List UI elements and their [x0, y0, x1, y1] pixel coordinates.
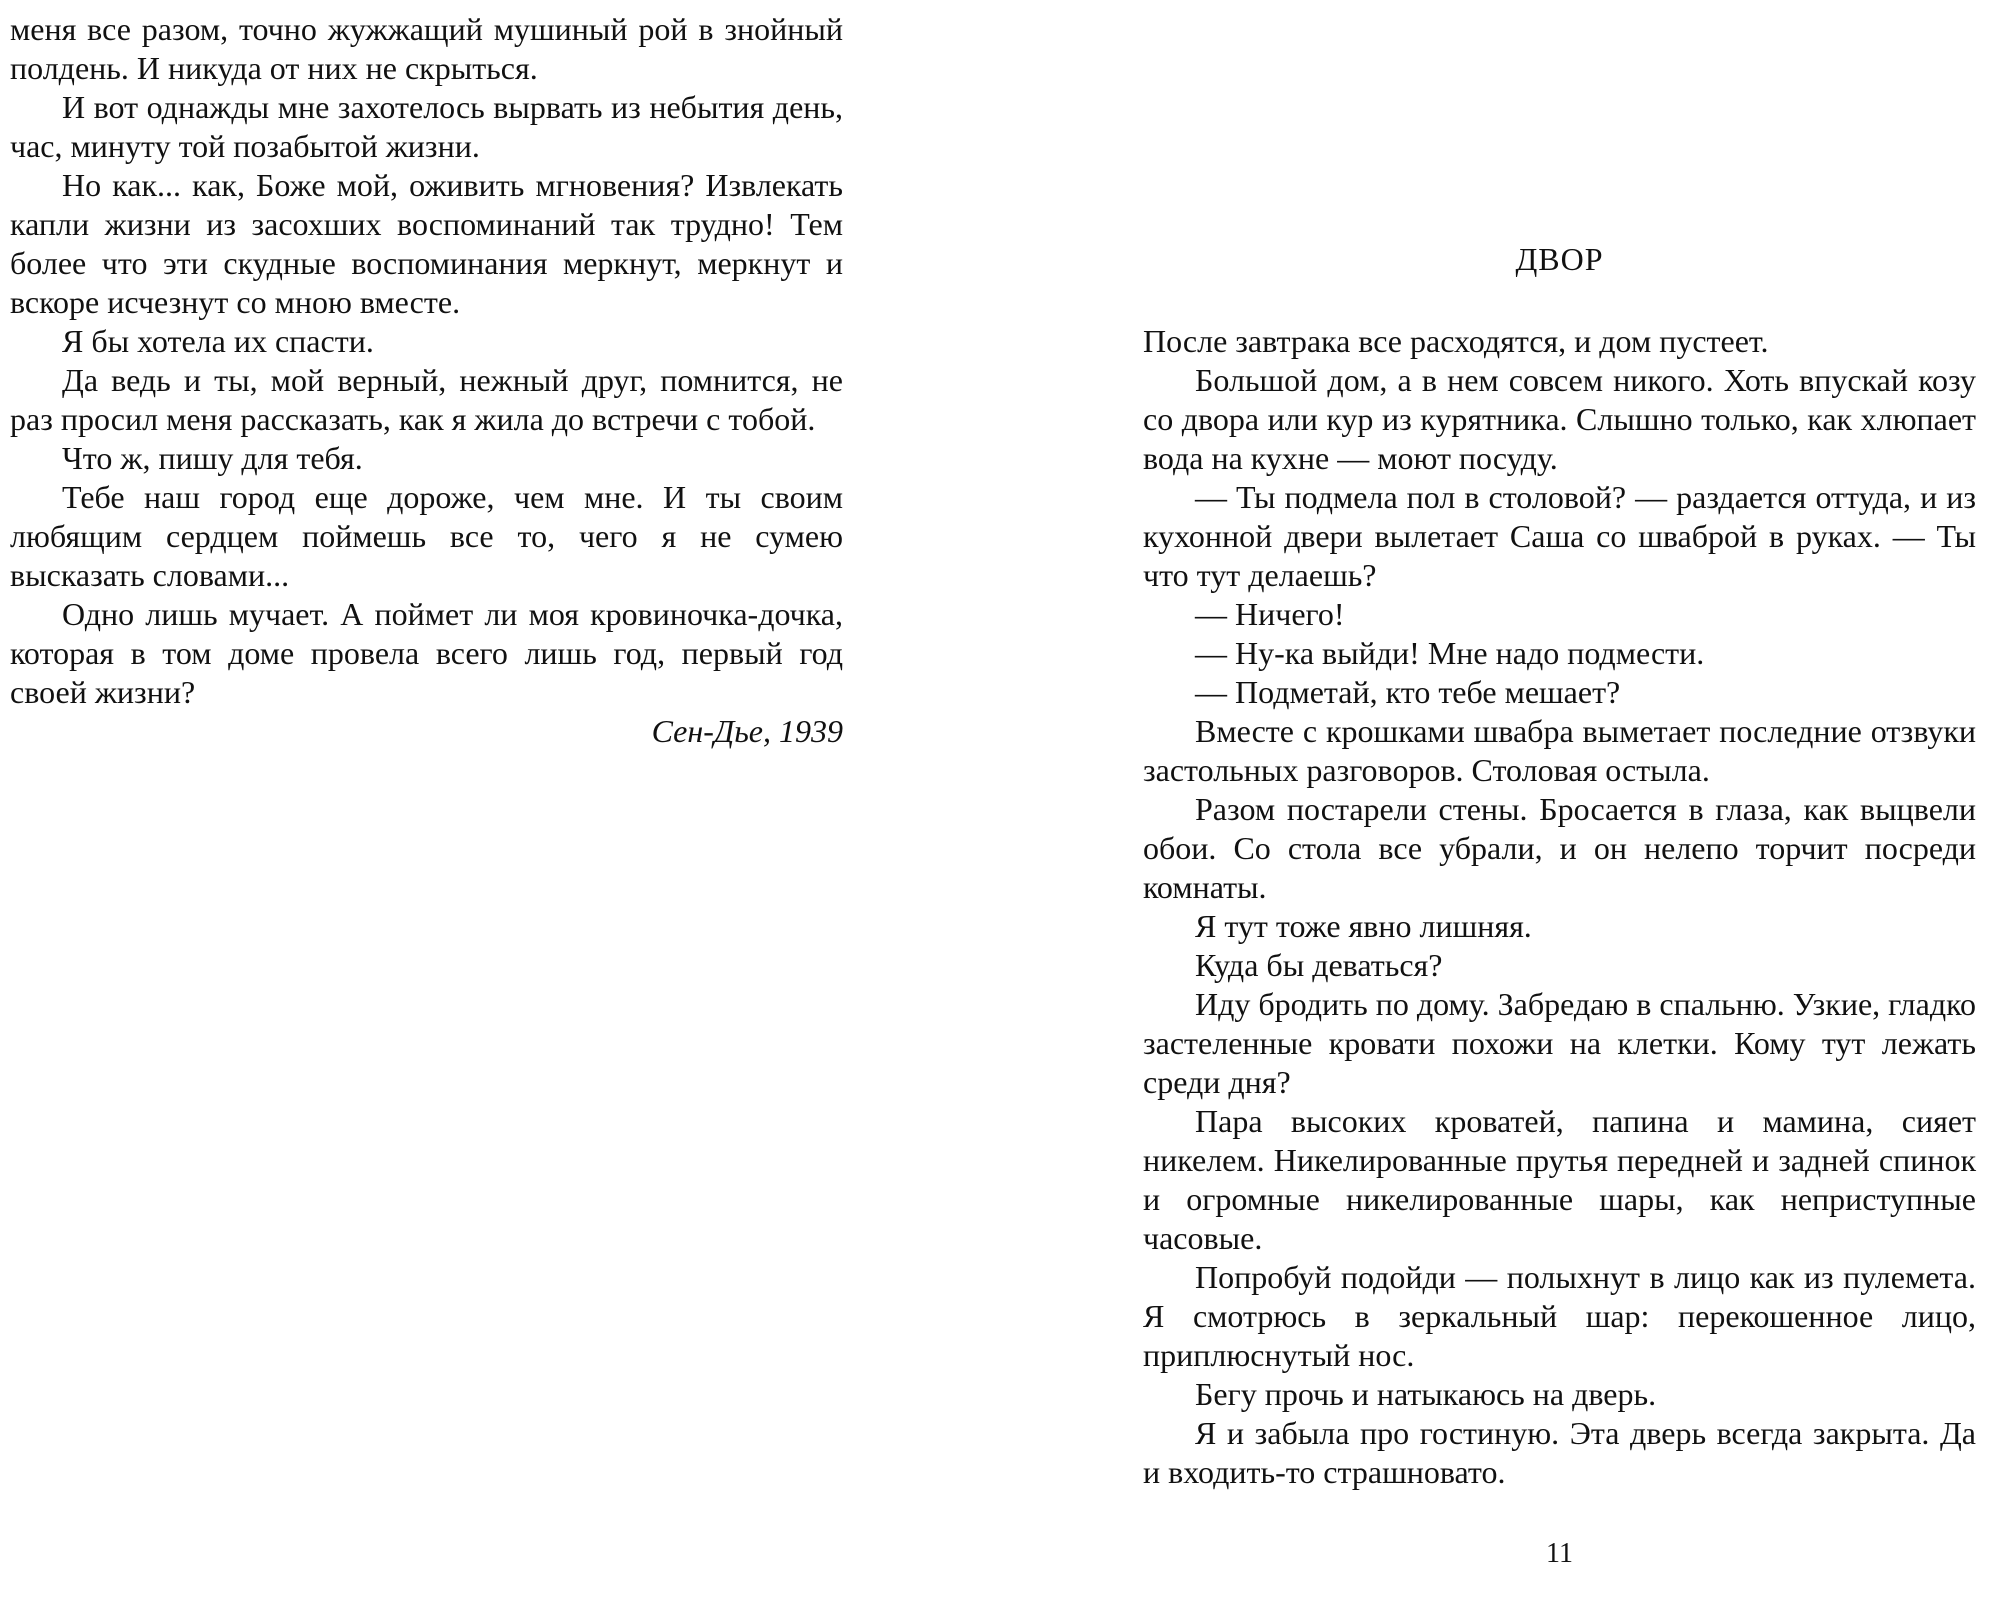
paragraph: меня все разом, точно жужжащий мушиный рой в знойный полдень. И никуда от них не скрыться. — [10, 11, 843, 86]
paragraph: Да ведь и ты, мой верный, нежный друг, помнится, не раз просил меня рассказать, как я жила до встречи с тобой. — [10, 362, 843, 437]
paragraph: Я тут тоже явно лишняя. — [1195, 908, 1532, 944]
chapter-title: ДВОР — [1515, 241, 1604, 277]
paragraph: — Ничего! — [1195, 596, 1345, 632]
paragraph: После завтрака все расходятся, и дом пустеет. — [1143, 323, 1769, 359]
signature: Сен-Дье, 1939 — [651, 713, 843, 749]
paragraph: Пара высоких кроватей, папина и мамина, сияет никелем. Никелированные прутья передней и задней спинок и огромные никелированные шары, как неприступные часовые. — [1143, 1103, 1976, 1256]
right-page — [1000, 0, 2000, 1598]
paragraph: Я бы хотела их спасти. — [62, 323, 374, 359]
paragraph: Одно лишь мучает. А поймет ли моя кровиночка-дочка, которая в том доме провела всего лишь год, первый год своей жизни? — [10, 596, 843, 710]
paragraph: Большой дом, а в нем совсем никого. Хоть впускай козу со двора или кур из курятника. Слышно только, как хлюпает вода на кухне — моют посуду. — [1143, 362, 1976, 476]
paragraph: Что ж, пишу для тебя. — [62, 440, 363, 476]
paragraph: — Ну-ка выйди! Мне надо подмести. — [1195, 635, 1705, 671]
paragraph: Иду бродить по дому. Забредаю в спальню. Узкие, гладко застеленные кровати похожи на клетки. Кому тут лежать среди дня? — [1143, 986, 1977, 1100]
paragraph: И вот однажды мне захотелось вырвать из небытия день, час, минуту той позабытой жизни. — [10, 89, 843, 164]
paragraph: Куда бы деваться? — [1195, 947, 1443, 983]
paragraph: Разом постарели стены. Бросается в глаза, как выцвели обои. Со стола все убрали, и он нелепо торчит посреди комнаты. — [1143, 791, 1976, 905]
paragraph: Тебе наш город еще дороже, чем мне. И ты своим любящим сердцем поймешь все то, чего я не сумею высказать словами... — [10, 479, 843, 593]
paragraph: Бегу прочь и натыкаюсь на дверь. — [1195, 1376, 1657, 1412]
right-page-text — [1143, 322, 1976, 1492]
paragraph: Я и забыла про гостиную. Эта дверь всегда закрыта. Да и входить-то страшновато. — [1143, 1415, 1976, 1490]
left-page-text — [10, 10, 843, 751]
paragraph: — Подметай, кто тебе мешает? — [1195, 674, 1621, 710]
paragraph: Вместе с крошками швабра выметает последние отзвуки застольных разговоров. Столовая остыла. — [1143, 713, 1976, 788]
paragraph: Попробуй подойди — полыхнут в лицо как из пулемета. Я смотрюсь в зеркальный шар: перекошенное лицо, приплюснутый нос. — [1143, 1259, 1976, 1373]
paragraph: Но как... как, Боже мой, оживить мгновения? Извлекать капли жизни из засохших воспоминаний так трудно! Тем более что эти скудные воспоминания меркнут, меркнут и вскоре исчезнут со мною вместе. — [10, 167, 843, 320]
paragraph: — Ты подмела пол в столовой? — раздается оттуда, и из кухонной двери вылетает Саша со шваброй в руках. — Ты что тут делаешь? — [1143, 479, 1976, 593]
page-number: 11 — [1546, 1538, 1573, 1569]
